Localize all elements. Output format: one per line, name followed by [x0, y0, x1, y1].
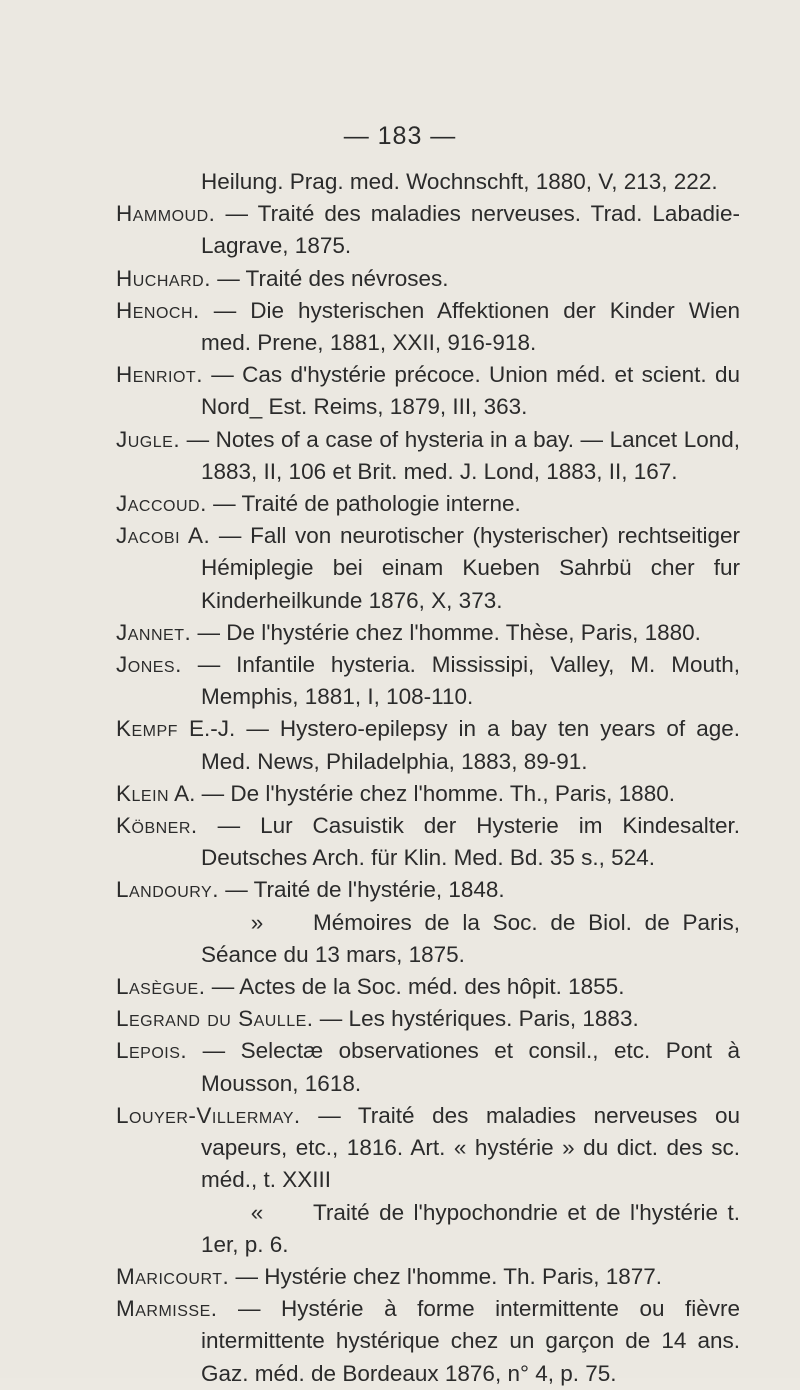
bibliography-entry	[116, 1100, 740, 1197]
entry-author: Henoch.	[116, 297, 200, 323]
entry-author: Jones.	[116, 652, 182, 678]
entry-text: Traité de l'hypochondrie et de l'hystérie t. 1er, p. 6.	[201, 1199, 740, 1257]
entry-text: A. — De l'hystérie chez l'homme. Th., Paris, 1880.	[169, 780, 675, 806]
entry-author: Landoury.	[116, 877, 219, 903]
entry-text: — Traité des névroses.	[210, 265, 449, 291]
entry-author: Hammoud.	[116, 201, 216, 227]
entry-text: — Traité des maladies nerveuses ou vapeurs, etc., 1816. Art. « hystérie » du dict. des sc. méd., t. XXIII	[201, 1102, 740, 1193]
entry-author: Legrand du Saulle.	[116, 1006, 314, 1032]
entry-text: — Traité des maladies nerveuses. Trad. Labadie-Lagrave, 1875.	[201, 201, 740, 259]
entry-text: — Traité de pathologie interne.	[206, 491, 521, 517]
bibliography-entry	[116, 778, 740, 810]
bibliography-entry	[116, 810, 740, 874]
bibliography-entry	[116, 1261, 740, 1293]
entry-author: Lepois.	[116, 1038, 188, 1064]
entry-author: Köbner.	[116, 813, 198, 839]
bibliography-entry	[116, 263, 740, 295]
entry-text: — Fall von neurotischer (hysterischer) rechtseitiger Hémiplegie bei einam Kueben Sahrbü cher fur Kinderheilkunde 1876, X, 373.	[201, 523, 741, 613]
bibliography-entry	[116, 713, 740, 777]
bibliography-entry	[116, 488, 740, 520]
entry-text: — Actes de la Soc. méd. des hôpit. 1855.	[205, 974, 625, 1000]
bibliography-entry	[116, 874, 740, 906]
entry-author: Henriot.	[116, 362, 203, 388]
entry-text: — Infantile hysteria. Mississipi, Valley, M. Mouth, Memphis, 1881, I, 108-110.	[181, 652, 740, 710]
entry-text: — Cas d'hystérie précoce. Union méd. et scient. du Nord_ Est. Reims, 1879, III, 363.	[201, 362, 740, 420]
entry-text: — Traité de l'hystérie, 1848.	[218, 877, 505, 903]
entry-author: Jugle.	[116, 426, 181, 452]
entry-author: Lasègue.	[116, 974, 206, 1000]
bibliography-entry	[116, 617, 740, 649]
bibliography-entry	[116, 1293, 740, 1390]
bibliography-entry	[116, 649, 740, 713]
entry-author: Kempf	[116, 716, 178, 742]
entry-author: Jacobi A.	[116, 523, 211, 549]
entry-text: Heilung. Prag. med. Wochnschft, 1880, V, 213, 222.	[201, 169, 718, 194]
entry-text: — Les hystériques. Paris, 1883.	[313, 1006, 639, 1032]
bibliography-entry	[116, 907, 740, 971]
entry-text: — Notes of a case of hysteria in a bay. — Lancet Lond, 1883, II, 106 et Brit. med. J. Lond, 1883, II, 167.	[180, 426, 740, 484]
bibliography-entry	[116, 1035, 740, 1099]
entry-text: — Die hysterischen Affektionen der Kinder Wien med. Prene, 1881, XXII, 916-918.	[199, 297, 740, 356]
entry-author: Huchard.	[116, 265, 211, 291]
entry-text: — Selectæ observationes et consil., etc. Pont à Mousson, 1618.	[187, 1038, 740, 1096]
entry-text: — Hystérie chez l'homme. Th. Paris, 1877.	[229, 1263, 663, 1289]
bibliography-entry	[116, 1197, 740, 1261]
bibliography-entry	[116, 295, 740, 359]
bibliography-entry	[116, 424, 740, 488]
ditto-mark: «	[250, 1199, 264, 1225]
entry-author: Maricourt.	[116, 1263, 230, 1289]
entry-author: Marmisse.	[116, 1296, 218, 1322]
bibliography-entry	[116, 166, 740, 198]
entry-text: — Hystérie à forme intermittente ou fièvre intermittente hystérique chez un garçon de 14 ans. Gaz. méd. de Bordeaux 1876, n° 4, p. 75.	[201, 1296, 740, 1386]
bibliography-entry	[116, 971, 740, 1003]
bibliography-list	[116, 166, 740, 1390]
entry-author: Jaccoud.	[116, 491, 207, 517]
entry-author: Louyer-Villermay.	[116, 1102, 301, 1128]
bibliography-entry	[116, 1003, 740, 1035]
entry-text: E.-J. — Hystero-epilepsy in a bay ten years of age. Med. News, Philadelphia, 1883, 89-91.	[177, 716, 740, 774]
bibliography-entry	[116, 520, 740, 617]
entry-author: Jannet.	[116, 619, 192, 645]
entry-author: Klein	[116, 780, 170, 806]
bibliography-entry	[116, 198, 740, 262]
bibliography-entry	[116, 359, 740, 423]
entry-text: — De l'hystérie chez l'homme. Thèse, Paris, 1880.	[191, 619, 701, 645]
ditto-mark: »	[250, 909, 264, 935]
entry-text: Mémoires de la Soc. de Biol. de Paris, Séance du 13 mars, 1875.	[201, 909, 740, 967]
page-number: — 183 —	[343, 122, 457, 150]
entry-text: — Lur Casuistik der Hysterie im Kindesalter. Deutsches Arch. für Klin. Med. Bd. 35 s., 524.	[197, 813, 740, 871]
